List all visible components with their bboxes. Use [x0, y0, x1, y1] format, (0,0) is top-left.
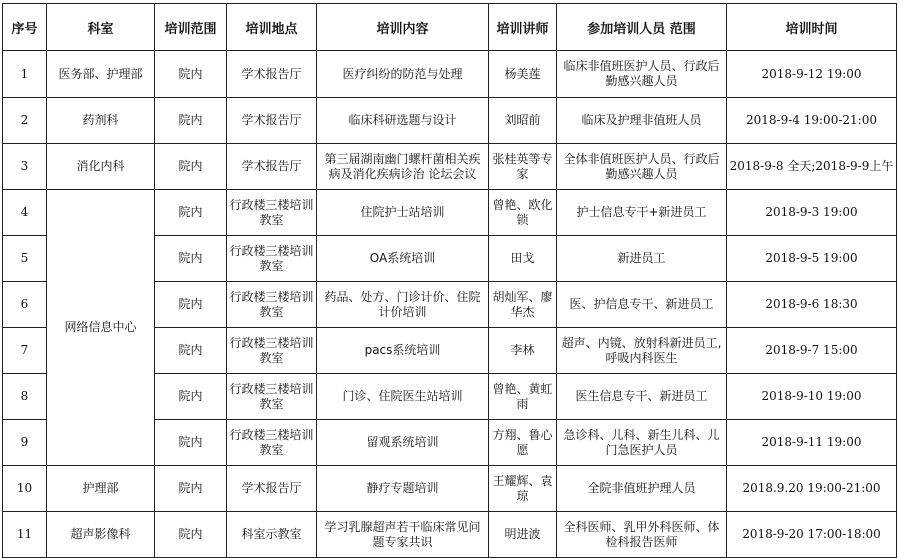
cell-no: 11: [3, 512, 47, 558]
cell-attendees: 护士信息专干+新进员工: [557, 190, 727, 236]
cell-time: 2018-9-7 15:00: [727, 328, 897, 374]
header-content: 培训内容: [317, 4, 489, 51]
table-row: [3, 98, 897, 144]
cell-place: 学术报告厅: [227, 466, 317, 512]
cell-place: 行政楼三楼培训教室: [227, 190, 317, 236]
header-lecturer: 培训讲师: [489, 4, 557, 51]
cell-scope: 院内: [155, 282, 227, 328]
table-row: [3, 51, 897, 98]
cell-attendees: 全体非值班医护人员、行政后勤感兴趣人员: [557, 144, 727, 190]
cell-scope: 院内: [155, 512, 227, 558]
cell-place: 学术报告厅: [227, 51, 317, 98]
cell-attendees: 全科医师、乳甲外科医师、体检科报告医师: [557, 512, 727, 558]
cell-content: 静疗专题培训: [317, 466, 489, 512]
cell-place: 学术报告厅: [227, 144, 317, 190]
cell-attendees: 急诊科、儿科、新生儿科、儿门急医护人员: [557, 420, 727, 466]
cell-no: 8: [3, 374, 47, 420]
cell-time: 2018-9-6 18:30: [727, 282, 897, 328]
cell-content: 留观系统培训: [317, 420, 489, 466]
cell-scope: 院内: [155, 466, 227, 512]
header-place: 培训地点: [227, 4, 317, 51]
cell-content: 学习乳腺超声若干临床常见问题专家共识: [317, 512, 489, 558]
cell-lecturer: 田戈: [489, 236, 557, 282]
cell-place: 行政楼三楼培训教室: [227, 328, 317, 374]
cell-dept: 消化内科: [47, 144, 155, 190]
cell-place: 科室示教室: [227, 512, 317, 558]
cell-lecturer: 杨美莲: [489, 51, 557, 98]
cell-lecturer: 方翔、鲁心愿: [489, 420, 557, 466]
cell-content: 药品、处方、门诊计价、住院计价培训: [317, 282, 489, 328]
cell-dept: 超声影像科: [47, 512, 155, 558]
cell-dept: 网络信息中心: [47, 190, 155, 466]
cell-attendees: 新进员工: [557, 236, 727, 282]
cell-scope: 院内: [155, 236, 227, 282]
cell-time: 2018-9-12 19:00: [727, 51, 897, 98]
cell-time: 2018-9-10 19:00: [727, 374, 897, 420]
cell-scope: 院内: [155, 144, 227, 190]
header-no: 序号: [3, 4, 47, 51]
cell-place: 学术报告厅: [227, 98, 317, 144]
cell-no: 6: [3, 282, 47, 328]
cell-content: 住院护士站培训: [317, 190, 489, 236]
header-time: 培训时间: [727, 4, 897, 51]
cell-no: 1: [3, 51, 47, 98]
cell-attendees: 医生信息专干、新进员工: [557, 374, 727, 420]
training-schedule-table: [2, 3, 897, 558]
cell-attendees: 超声、内镜、放射科新进员工,呼吸内科医生: [557, 328, 727, 374]
cell-dept: 医务部、护理部: [47, 51, 155, 98]
table-row: [3, 512, 897, 558]
cell-place: 行政楼三楼培训教室: [227, 236, 317, 282]
cell-scope: 院内: [155, 51, 227, 98]
cell-no: 10: [3, 466, 47, 512]
cell-lecturer: 刘昭前: [489, 98, 557, 144]
header-scope: 培训范围: [155, 4, 227, 51]
cell-time: 2018-9-11 19:00: [727, 420, 897, 466]
cell-scope: 院内: [155, 328, 227, 374]
cell-lecturer: 胡灿军、廖华杰: [489, 282, 557, 328]
cell-no: 5: [3, 236, 47, 282]
cell-no: 9: [3, 420, 47, 466]
cell-content: 第三届湖南幽门螺杆菌相关疾病及消化疾病诊治 论坛会议: [317, 144, 489, 190]
cell-lecturer: 李林: [489, 328, 557, 374]
cell-place: 行政楼三楼培训教室: [227, 282, 317, 328]
cell-lecturer: 张桂英等专家: [489, 144, 557, 190]
header-row: [3, 4, 897, 51]
cell-attendees: 临床非值班医护人员、行政后勤感兴趣人员: [557, 51, 727, 98]
cell-lecturer: 明进波: [489, 512, 557, 558]
cell-content: OA系统培训: [317, 236, 489, 282]
header-attendees: 参加培训人员 范围: [557, 4, 727, 51]
cell-lecturer: 曾艳、欧化锁: [489, 190, 557, 236]
cell-no: 2: [3, 98, 47, 144]
cell-lecturer: 王耀辉、袁琼: [489, 466, 557, 512]
cell-content: pacs系统培训: [317, 328, 489, 374]
cell-attendees: 医、护信息专干、新进员工: [557, 282, 727, 328]
cell-dept: 药剂科: [47, 98, 155, 144]
cell-no: 7: [3, 328, 47, 374]
table-row: [3, 144, 897, 190]
cell-content: 医疗纠纷的防范与处理: [317, 51, 489, 98]
cell-attendees: 临床及护理非值班人员: [557, 98, 727, 144]
table-row: [3, 466, 897, 512]
cell-attendees: 全院非值班护理人员: [557, 466, 727, 512]
cell-place: 行政楼三楼培训教室: [227, 420, 317, 466]
cell-lecturer: 曾艳、黄虹雨: [489, 374, 557, 420]
cell-time: 2018-9-8 全天;2018-9-9上午: [727, 144, 897, 190]
cell-no: 4: [3, 190, 47, 236]
cell-time: 2018-9-3 19:00: [727, 190, 897, 236]
cell-content: 临床科研选题与设计: [317, 98, 489, 144]
cell-scope: 院内: [155, 190, 227, 236]
cell-time: 2018.9.20 19:00-21:00: [727, 466, 897, 512]
table-row: [3, 190, 897, 236]
cell-place: 行政楼三楼培训教室: [227, 374, 317, 420]
cell-content: 门诊、住院医生站培训: [317, 374, 489, 420]
cell-scope: 院内: [155, 420, 227, 466]
cell-no: 3: [3, 144, 47, 190]
header-dept: 科室: [47, 4, 155, 51]
cell-time: 2018-9-20 17:00-18:00: [727, 512, 897, 558]
cell-time: 2018-9-4 19:00-21:00: [727, 98, 897, 144]
cell-scope: 院内: [155, 98, 227, 144]
cell-dept: 护理部: [47, 466, 155, 512]
cell-scope: 院内: [155, 374, 227, 420]
cell-time: 2018-9-5 19:00: [727, 236, 897, 282]
